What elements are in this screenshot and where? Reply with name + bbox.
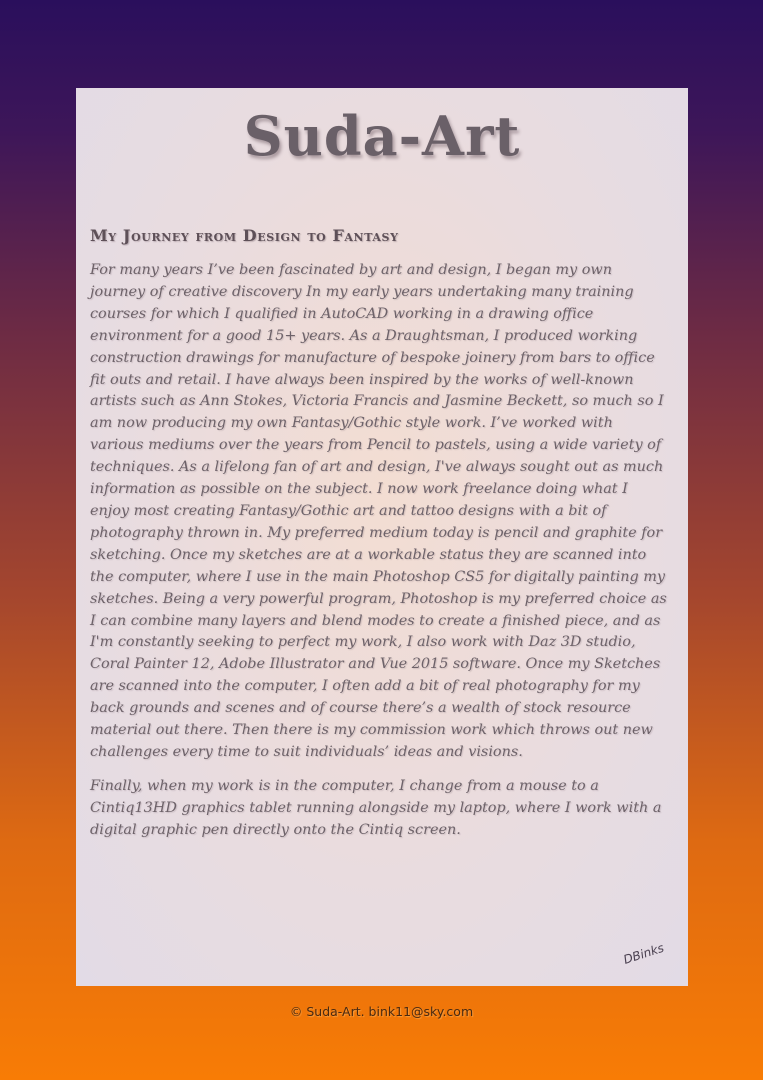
page-title: Suda-Art bbox=[243, 104, 521, 168]
content-panel bbox=[76, 88, 688, 986]
paragraph-2: Finally, when my work is in the computer, I change from a mouse to a Cintiq13HD graphics tablet running alongside my laptop, where I work with a digital graphic pen directly onto the Cintiq screen. bbox=[90, 777, 662, 838]
article-body bbox=[90, 260, 668, 854]
section-heading: My Journey from Design to Fantasy bbox=[90, 226, 399, 245]
copyright-footer: © Suda-Art. bink11@sky.com bbox=[289, 1004, 474, 1019]
artist-signature: DBinks bbox=[622, 940, 666, 967]
paragraph-1: For many years I’ve been fascinated by art and design, I began my own journey of creative discovery In my early years undertaking many training courses for which I qualified in AutoCAD working in a drawing office environment for a good 15+ years. As a Draughtsman, I produced working construction drawings for manufacture of bespoke joinery from bars to office fit outs and retail. I have always been inspired by the works of well-known artists such as Ann Stokes, Victoria Francis and Jasmine Beckett, so much so I am now producing my own Fantasy/Gothic style work. I’ve worked with various mediums over the years from Pencil to pastels, using a wide variety of techniques. As a lifelong fan of art and design, I've always sought out as much information as possible on the subject. I now work freelance doing what I enjoy most creating Fantasy/Gothic art and tattoo designs with a bit of photography thrown in. My preferred medium today is pencil and graphite for sketching. Once my sketches are at a workable status they are scanned into the computer, where I use in the main Photoshop CS5 for digitally painting my sketches. Being a very powerful program, Photoshop is my preferred choice as I can combine many layers and blend modes to create a finished piece, and as I'm constantly seeking to perfect my work, I also work with Daz 3D studio, Coral Painter 12, Adobe Illustrator and Vue 2015 software. Once my Sketches are scanned into the computer, I often add a bit of real photography for my back grounds and scenes and of course there’s a wealth of stock resource material out there. Then there is my commission work which throws out new challenges every time to suit individuals’ ideas and visions. bbox=[90, 262, 667, 760]
